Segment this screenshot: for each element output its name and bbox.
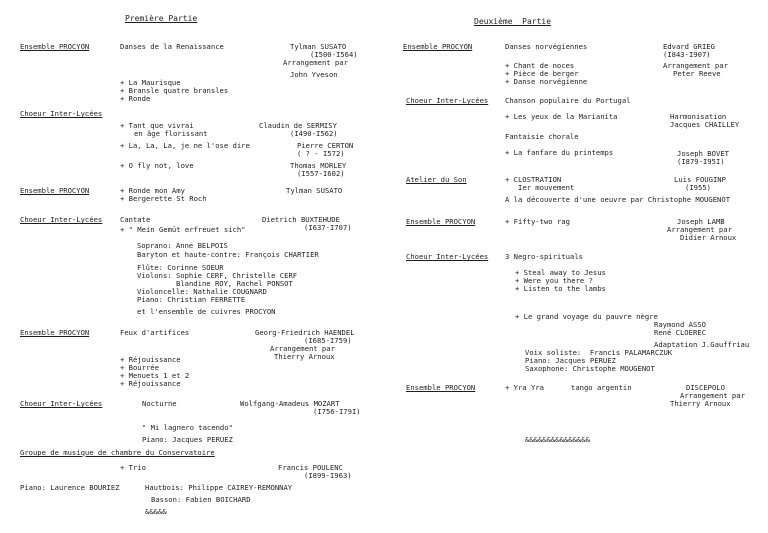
performer-line: Piano: Christian FERRETTE [137,295,246,304]
performer-line: Flûte: Corinne SOEUR [137,263,224,272]
composer-name: René CLOEREC [654,328,706,337]
ensemble-name: Ensemble PROCYON [406,217,476,226]
arranger-name: John Yveson [290,70,338,79]
movement-label: Ier mouvement [518,183,575,192]
piece-item: + Yra Yra [505,383,544,392]
piece-item: + Trio [120,463,146,472]
piece-item: + Listen to the lambs [515,284,606,293]
work-title: Danses de la Renaissance [120,42,224,51]
composer-name: Luis FOUGINP [674,175,726,184]
composer-dates: (I756-I79I) [313,407,361,416]
arranger-name: Didier Arnoux [680,233,737,242]
piece-item: + O fly not, love [120,161,194,170]
ensemble-name: Ensemble PROCYON [20,186,90,195]
composer-name: Tylman SUSATO [286,186,343,195]
ensemble-name: Ensemble PROCYON [20,42,90,51]
composer-dates: (I685-I759) [304,336,352,345]
work-title: Chanson populaire du Portugal [505,96,631,105]
ensemble-name: Choeur Inter-Lycées [20,215,103,224]
composer-name: Joseph LAMB [677,217,725,226]
end-ornament: &&&&& [145,507,167,516]
composer-name: Raymond ASSO [654,320,706,329]
end-ornament: &&&&&&&&&&&&&&& [525,435,590,444]
performer-line: Violons: Sophie CERF, Christelle CERF [137,271,298,280]
piece-item: + Danse norvégienne [505,77,588,86]
performer-line: Piano: Jacques PERUEZ [142,435,233,444]
piece-item: + Pièce de berger [505,69,579,78]
composer-dates: (I899-I963) [304,471,352,480]
arrangement-label: Arrangement par [663,61,728,70]
piece-item: + La, La, La, je ne l'ose dire [120,141,250,150]
composer-name: Francis POULENC [278,463,343,472]
work-title: Nocturne [142,399,177,408]
harmonisation-name: Jacques CHAILLEY [670,120,740,129]
ensemble-name: Ensemble PROCYON [403,42,473,51]
arrangement-label: Arrangement par [283,58,348,67]
part-title: Première Partie [125,14,198,23]
composer-name: DISCEPOLO [686,383,725,392]
composer-dates: ( ? - I572) [297,149,345,158]
composer-dates: (I500-I564) [310,50,358,59]
performer-line: Soprano: Anne BELPOIS [137,241,228,250]
ensemble-name: Ensemble PROCYON [406,383,476,392]
piece-item-cont: en âge florissant [134,129,208,138]
work-title: 3 Negro-spirituals [505,252,583,261]
composer-dates: (I879-I95I) [677,157,725,166]
composer-name: Dietrich BUXTEHUDE [262,215,340,224]
performer-line: Piano: Jacques PERUEZ [525,356,616,365]
composer-name: Pierre CERTON [297,141,354,150]
ensemble-name: Ensemble PROCYON [20,328,90,337]
work-title: Cantate [120,215,151,224]
performer-line: Baryton et haute-contre: François CHARTIER [137,250,319,259]
composer-name: Tylman SUSATO [290,42,347,51]
composer-name: Thomas MORLEY [290,161,347,170]
piece-item: + Les yeux de la Marianita [505,112,618,121]
arranger-name: Peter Reeve [673,69,721,78]
performer-line: Hautbois: Philippe CAIREY-REMONNAY [145,483,293,492]
performer-line: Violoncelle: Nathalie COUGNARD [137,287,267,296]
arrangement-label: Arrangement par [270,344,335,353]
composer-dates: (I843-I907) [663,50,711,59]
work-title: Danses norvégiennes [505,42,588,51]
piece-item: " Mi lagnero tacendo" [142,423,233,432]
composer-dates: (I557-I602) [297,169,345,178]
composer-name: Claudin de SERMISY [259,121,337,130]
arranger-name: Thierry Arnoux [670,399,731,408]
piece-item: + Réjouissance [120,355,181,364]
arranger-name: Thierry Arnoux [274,352,335,361]
work-title: tango argentin [571,383,632,392]
composer-name: Edvard GRIEG [663,42,715,51]
adaptation-note: Adaptation J.Gauffriau [654,340,750,349]
piece-item: + Ronde [120,94,151,103]
program-page-second-part [384,0,768,533]
piece-item: + Tant que vivrai [120,121,194,130]
piece-item: + CLOSTRATION [505,175,562,184]
piece-item: + Menuets 1 et 2 [120,371,190,380]
piece-item: + La fanfare du printemps [505,148,614,157]
piece-item: + Fifty-two rag [505,217,570,226]
harmonisation-label: Harmonisation [670,112,727,121]
arrangement-label: Arrangement par [667,225,732,234]
ensemble-name: Choeur Inter-Lycées [20,109,103,118]
ensemble-name: Choeur Inter-Lycées [20,399,103,408]
composer-name: Georg-Friedrich HAENDEL [255,328,355,337]
ensemble-name: Groupe de musique de chambre du Conservatoire [20,448,215,457]
ensemble-name: Choeur Inter-Lycées [406,252,489,261]
composer-dates: (I955) [685,183,711,192]
composer-dates: (I637-I707) [304,223,352,232]
piece-item: + Were you there ? [515,276,593,285]
arrangement-label: Arrangement par [680,391,745,400]
ensemble-name: Choeur Inter-Lycées [406,96,489,105]
composer-name: Wolfgang-Amadeus MOZART [240,399,340,408]
performer-line: Voix soliste: Francis PALAMARCZUK [525,348,673,357]
piece-item: + Le grand voyage du pauvre nègre [515,312,658,321]
discovery-note: A la découverte d'une oeuvre par Christophe MOUGENOT [505,195,731,204]
piece-item: + Ronde mon Amy [120,186,185,195]
performer-line: Blandine ROY, Rachel PONSOT [176,279,293,288]
part-title: Deuxième Partie [474,17,552,26]
piece-item: + Bourrée [120,363,159,372]
piece-item: + Réjouissance [120,379,181,388]
performer-line: et l'ensemble de cuivres PROCYON [137,307,276,316]
performer-line: Piano: Laurence BOURIEZ [20,483,120,492]
piece-item: + La Maurisque [120,78,181,87]
work-title: Fantaisie chorale [505,132,579,141]
ensemble-name: Atelier du Son [406,175,467,184]
performer-line: Basson: Fabien BOICHARD [151,495,251,504]
work-title: Feux d'artifices [120,328,190,337]
piece-item: + " Mein Gemüt erfreuet sich" [120,225,246,234]
piece-item: + Steal away to Jesus [515,268,606,277]
performer-line: Saxophone: Christophe MOUGENOT [525,364,655,373]
composer-dates: (I490-I562) [290,129,338,138]
piece-item: + Chant de noces [505,61,575,70]
composer-name: Joseph BOVET [677,149,729,158]
piece-item: + Bransle quatre bransles [120,86,229,95]
piece-item: + Bergerette St Roch [120,194,207,203]
